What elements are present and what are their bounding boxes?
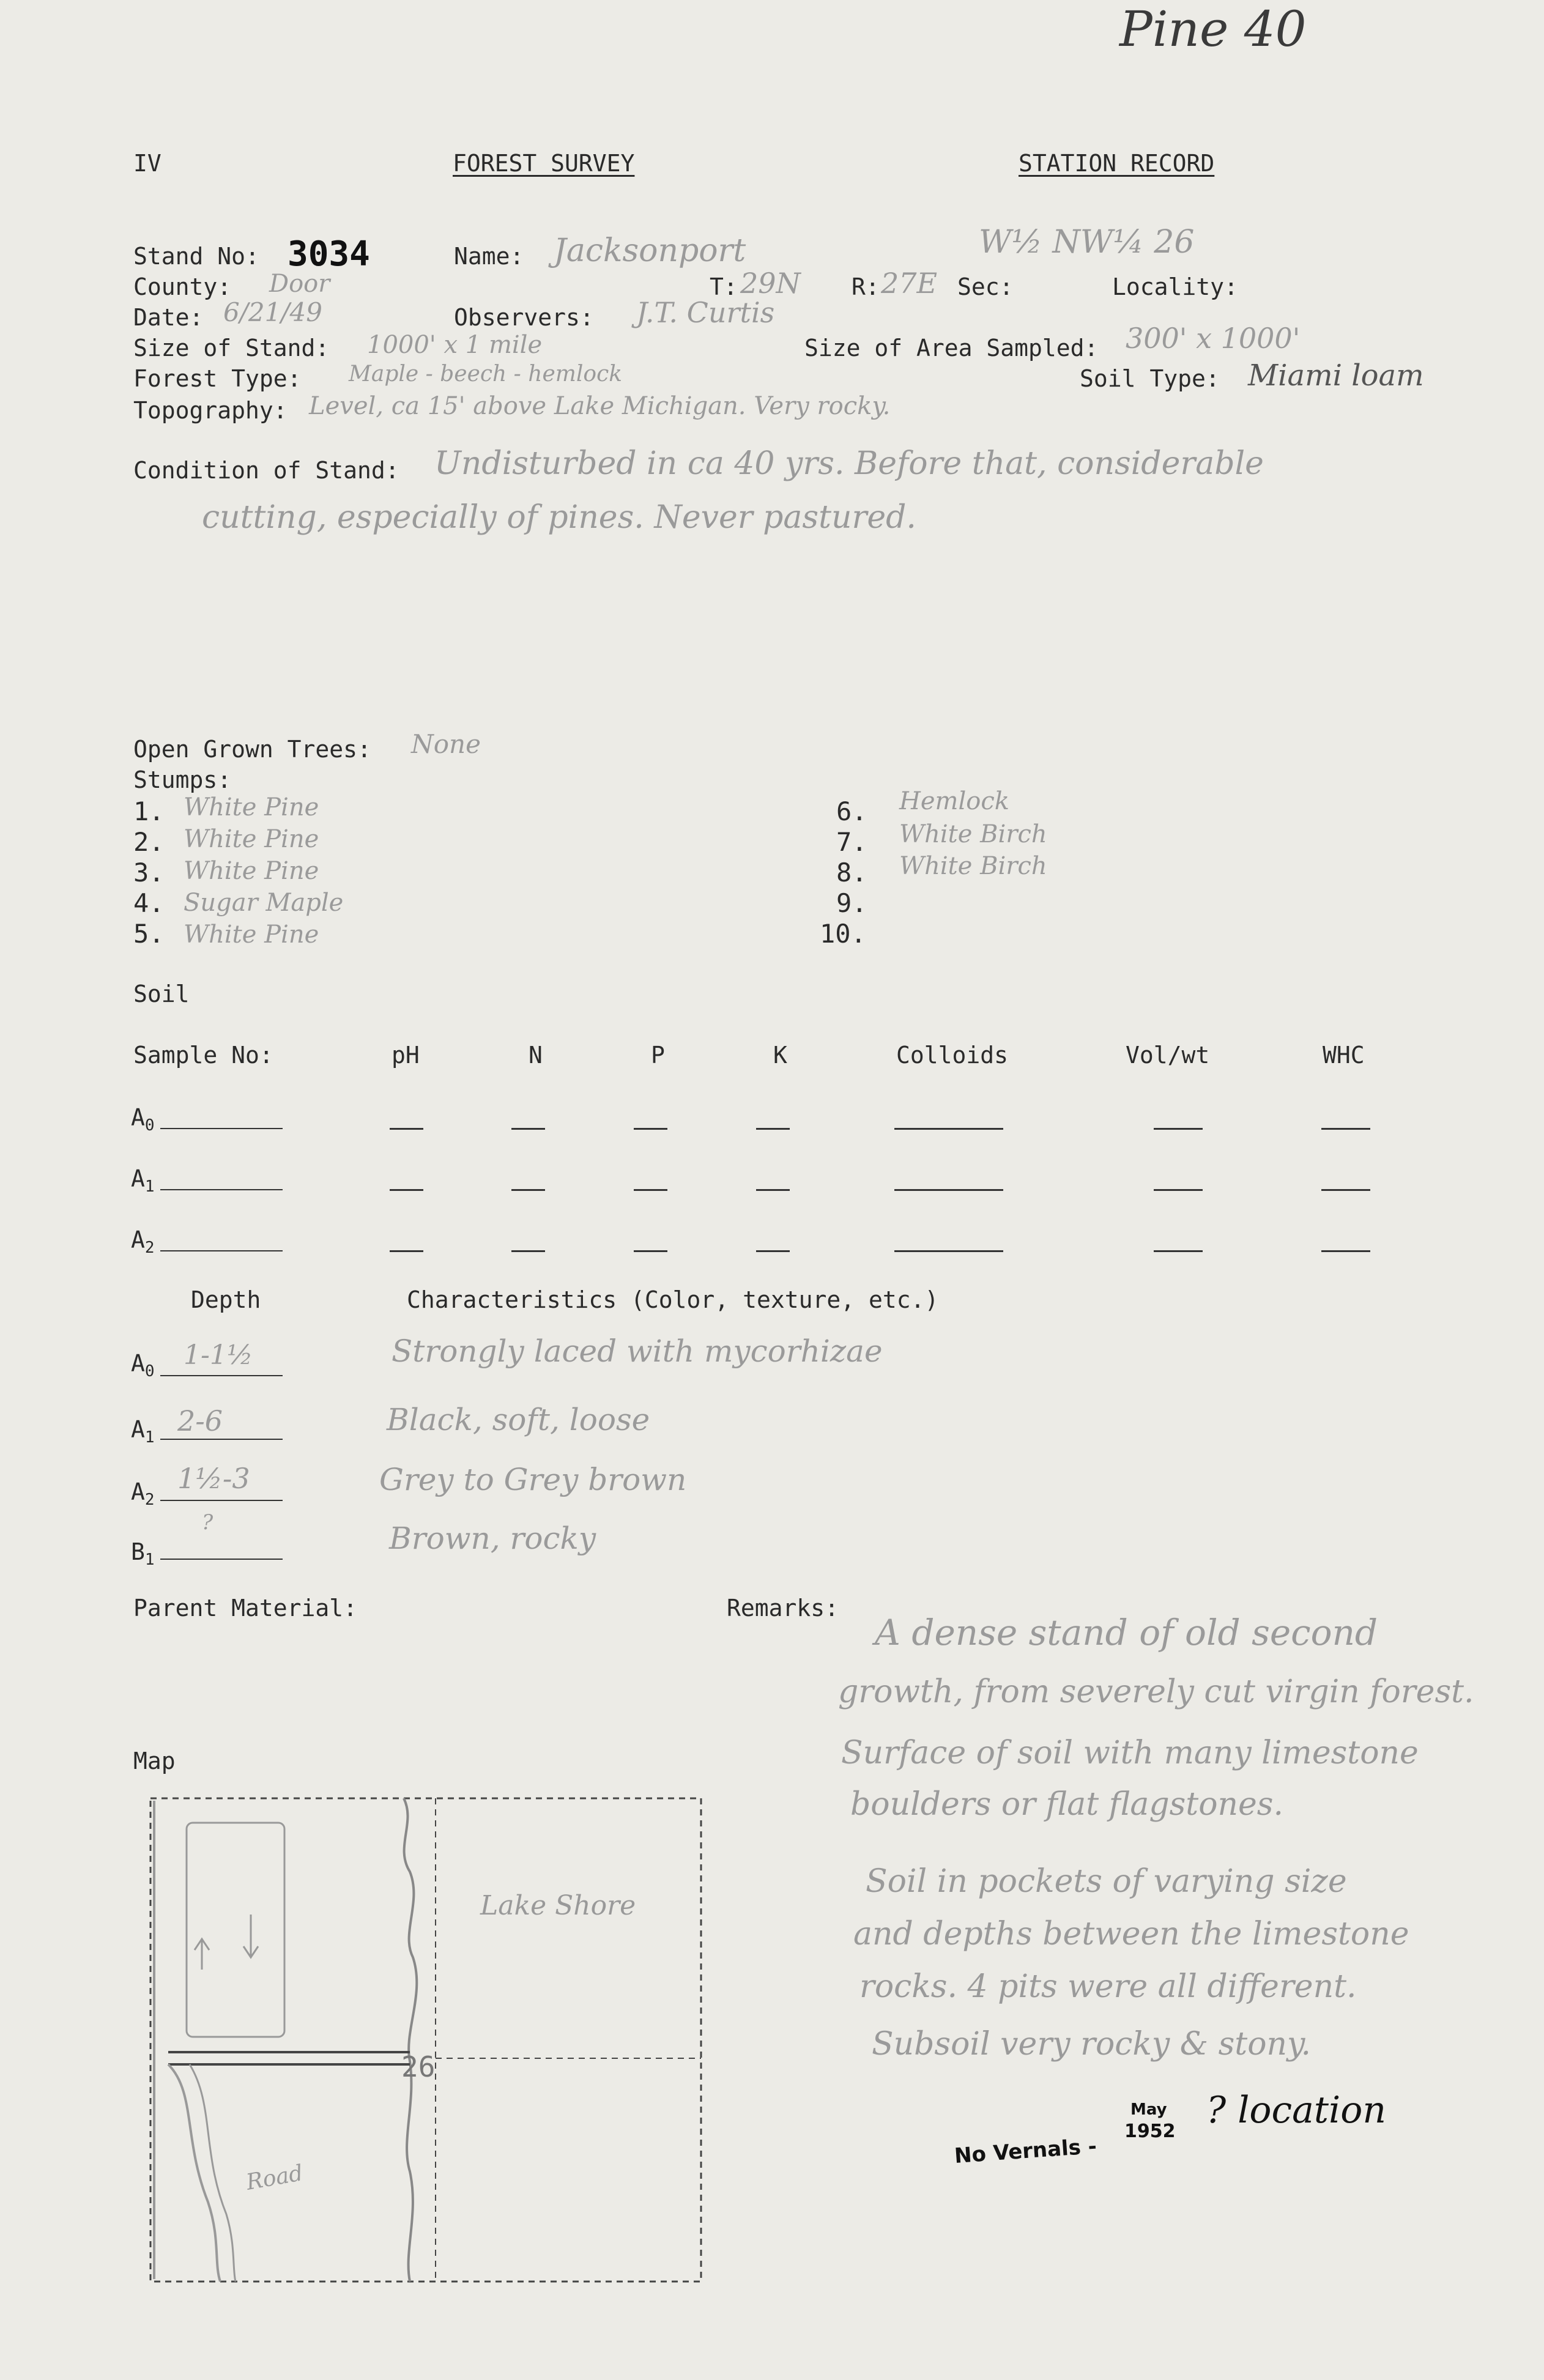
map-label: Map xyxy=(133,1748,176,1774)
soil-type-label: Soil Type: xyxy=(1080,365,1220,392)
remark-line: A dense stand of old second xyxy=(875,1612,1378,1653)
horizon-characteristics: Black, soft, loose xyxy=(387,1402,650,1437)
remark-line: boulders or flat flagstones. xyxy=(850,1786,1283,1823)
date-value: 6/21/49 xyxy=(223,297,322,327)
map-frame xyxy=(150,1798,701,2282)
stand-no-value: 3034 xyxy=(288,234,370,274)
sample-no-label: Sample No: xyxy=(133,1042,273,1069)
size-of-stand-value: 1000' x 1 mile xyxy=(367,331,543,359)
name-value: Jacksonport xyxy=(554,232,746,269)
corner-note: Pine 40 xyxy=(1119,1,1307,57)
cell-blank xyxy=(1154,1128,1203,1130)
sample-blank xyxy=(160,1189,283,1190)
form-id: IV xyxy=(133,150,161,177)
stump-number: 6. xyxy=(836,796,867,826)
remark-line: growth, from severely cut virgin forest. xyxy=(838,1674,1474,1710)
footnote-month: May xyxy=(1130,2100,1167,2119)
cell-blank xyxy=(511,1250,545,1252)
stump-number: 2. xyxy=(133,827,165,857)
characteristics-label: Characteristics (Color, texture, etc.) xyxy=(407,1286,939,1313)
horizon-depth: 1-1½ xyxy=(184,1340,253,1371)
horizon-label: $B_1$ xyxy=(131,1538,155,1569)
record-title: STATION RECORD xyxy=(1019,150,1215,177)
footnote-location: ? location xyxy=(1206,2089,1386,2132)
section-number-label: 26 xyxy=(401,2050,436,2083)
row-label-a1: $A_1$ xyxy=(131,1165,155,1196)
cell-blank xyxy=(894,1250,1003,1252)
county-value: Door xyxy=(269,270,330,298)
county-label: County: xyxy=(133,273,232,300)
range-value: 27E xyxy=(881,267,938,300)
observers-label: Observers: xyxy=(454,304,594,331)
forest-type-value: Maple - beech - hemlock xyxy=(349,361,623,387)
township-label: T: xyxy=(710,273,738,300)
shoreline-path xyxy=(404,1798,417,2282)
col-colloids: Colloids xyxy=(896,1042,1009,1069)
horizon-label: $A_1$ xyxy=(131,1416,155,1447)
cell-blank xyxy=(1154,1250,1203,1252)
remark-line: Soil in pockets of varying size xyxy=(866,1863,1347,1900)
arrow-up xyxy=(195,1939,209,1970)
stump-number: 8. xyxy=(836,858,867,888)
cell-blank xyxy=(1321,1250,1370,1252)
size-of-area-label: Size of Area Sampled: xyxy=(804,335,1099,361)
topography-label: Topography: xyxy=(133,397,288,424)
stump-name: White Pine xyxy=(184,793,319,821)
stump-number: 9. xyxy=(836,888,867,918)
stump-name: Hemlock xyxy=(899,787,1009,815)
sample-blank xyxy=(160,1250,283,1251)
lake-shore-label: Lake Shore xyxy=(480,1890,636,1921)
stump-name: White Birch xyxy=(899,820,1047,848)
range-label: R: xyxy=(852,273,880,300)
cell-blank xyxy=(1321,1189,1370,1191)
name-label: Name: xyxy=(454,243,524,270)
cell-blank xyxy=(390,1189,423,1191)
remark-line: Surface of soil with many limestone xyxy=(841,1735,1419,1771)
horizon-depth: 2-6 xyxy=(177,1404,223,1437)
cell-blank xyxy=(1154,1189,1203,1191)
stand-outline xyxy=(187,1823,284,2037)
horizon-depth: ? xyxy=(202,1510,213,1535)
cell-blank xyxy=(634,1128,667,1130)
parent-material-label: Parent Material: xyxy=(133,1595,358,1622)
stump-number: 7. xyxy=(836,827,867,857)
section-label: Sec: xyxy=(957,273,1014,300)
depth-blank xyxy=(160,1500,283,1501)
road-curve xyxy=(168,2064,220,2282)
stump-name: White Birch xyxy=(899,852,1047,880)
stump-name: Sugar Maple xyxy=(184,889,344,917)
cell-blank xyxy=(634,1189,667,1191)
road-label: Road xyxy=(244,2160,305,2195)
stump-number: 1. xyxy=(133,796,165,826)
cell-blank xyxy=(511,1189,545,1191)
remark-line: rocks. 4 pits were all different. xyxy=(859,1968,1357,2005)
condition-label: Condition of Stand: xyxy=(133,457,399,484)
open-grown-value: None xyxy=(411,729,481,759)
cell-blank xyxy=(894,1128,1003,1130)
condition-line-1: Undisturbed in ca 40 yrs. Before that, considerable xyxy=(434,445,1264,482)
locality-label: Locality: xyxy=(1112,273,1238,300)
col-vol-wt: Vol/wt xyxy=(1126,1042,1210,1069)
cell-blank xyxy=(756,1250,790,1252)
horizon-characteristics: Grey to Grey brown xyxy=(379,1462,687,1497)
horizon-label: $A_0$ xyxy=(131,1350,155,1381)
form-title: FOREST SURVEY xyxy=(453,150,635,177)
condition-line-2: cutting, especially of pines. Never pastured. xyxy=(202,499,916,536)
col-k: K xyxy=(773,1042,787,1069)
col-whc: WHC xyxy=(1323,1042,1365,1069)
col-ph: pH xyxy=(392,1042,420,1069)
soil-label: Soil xyxy=(133,981,190,1007)
depth-label: Depth xyxy=(191,1286,261,1313)
sample-blank xyxy=(160,1128,283,1129)
horizon-label: $A_2$ xyxy=(131,1478,155,1509)
remark-line: Subsoil very rocky & stony. xyxy=(872,2026,1311,2063)
soil-type-value: Miami loam xyxy=(1248,358,1424,393)
stump-name: White Pine xyxy=(184,857,319,885)
date-label: Date: xyxy=(133,304,204,331)
stump-number: 4. xyxy=(133,888,165,918)
horizon-characteristics: Strongly laced with mycorhizae xyxy=(392,1333,883,1369)
col-n: N xyxy=(529,1042,543,1069)
row-label-a0: $A_0$ xyxy=(131,1104,155,1135)
cell-blank xyxy=(390,1250,423,1252)
row-label-a2: $A_2$ xyxy=(131,1226,155,1257)
footnote-vernals: No Vernals - xyxy=(953,2133,1098,2169)
map-sketch xyxy=(122,1774,734,2294)
horizon-characteristics: Brown, rocky xyxy=(389,1521,596,1556)
remarks-label: Remarks: xyxy=(727,1595,839,1622)
location-note: W½ NW¼ 26 xyxy=(979,224,1195,261)
stump-name: White Pine xyxy=(184,921,319,949)
stand-no-label: Stand No: xyxy=(133,243,259,270)
col-p: P xyxy=(651,1042,665,1069)
cell-blank xyxy=(756,1128,790,1130)
stumps-label: Stumps: xyxy=(133,766,232,793)
stump-number: 5. xyxy=(133,919,165,949)
footnote-year: 1952 xyxy=(1124,2121,1176,2142)
forest-type-label: Forest Type: xyxy=(133,365,302,392)
cell-blank xyxy=(894,1189,1003,1191)
open-grown-label: Open Grown Trees: xyxy=(133,736,371,763)
cell-blank xyxy=(634,1250,667,1252)
topography-value: Level, ca 15' above Lake Michigan. Very rocky. xyxy=(309,392,891,420)
size-of-area-value: 300' x 1000' xyxy=(1126,322,1301,355)
arrow-down xyxy=(243,1915,258,1957)
road-horizontal xyxy=(168,2052,410,2064)
size-of-stand-label: Size of Stand: xyxy=(133,335,330,361)
township-value: 29N xyxy=(740,267,801,300)
observers-value: J.T. Curtis xyxy=(636,296,775,329)
remark-line: and depths between the limestone xyxy=(853,1916,1409,1952)
stump-number: 3. xyxy=(133,858,165,888)
cell-blank xyxy=(511,1128,545,1130)
cell-blank xyxy=(756,1189,790,1191)
depth-blank xyxy=(160,1375,283,1376)
depth-blank xyxy=(160,1439,283,1440)
stump-number: 10. xyxy=(820,919,866,949)
cell-blank xyxy=(1321,1128,1370,1130)
road-curve-inner xyxy=(190,2064,236,2282)
depth-blank xyxy=(160,1559,283,1560)
cell-blank xyxy=(390,1128,423,1130)
stump-name: White Pine xyxy=(184,825,319,853)
horizon-depth: 1½-3 xyxy=(177,1462,250,1495)
